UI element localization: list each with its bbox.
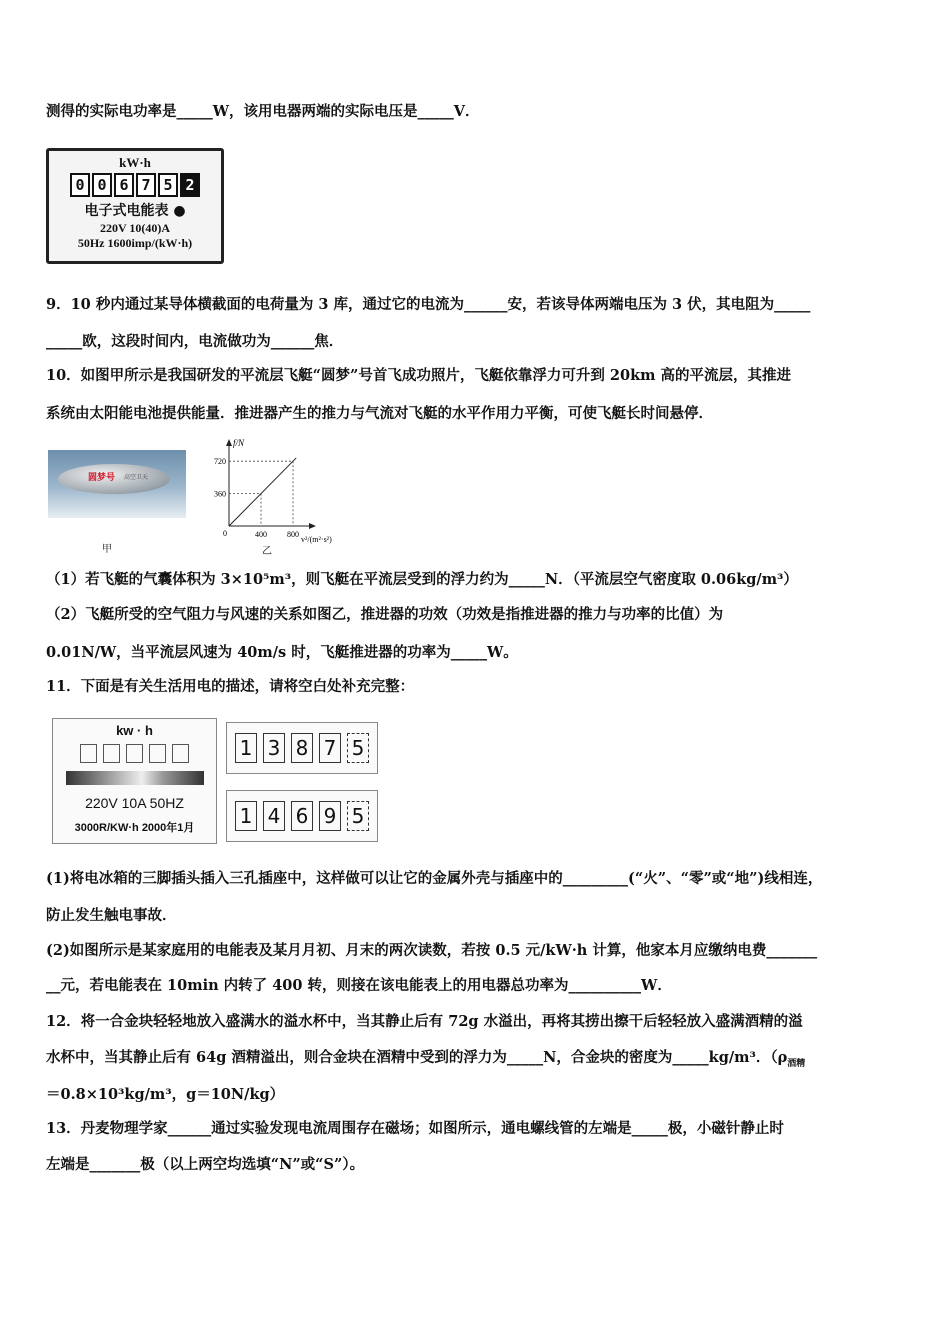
reading-digit: 4: [263, 801, 285, 831]
meter-digit: 5: [158, 173, 178, 197]
text-line: （2）飞艇所受的空气阻力与风速的关系如图乙，推进器的功效（功效是指推进器的推力与功率的比值）为: [46, 606, 724, 623]
text-line: （1）若飞艇的气囊体积为 3×10⁵m³，则飞艇在平流层受到的浮力约为_____N．（平流层空气密度取 0.06kg/m³）: [46, 571, 798, 588]
origin-label: 0: [223, 529, 227, 538]
meter-blank-digits: [53, 744, 216, 763]
reading-digit: 1: [235, 733, 257, 763]
text-line: [46, 1048, 805, 1074]
series-line: [229, 458, 296, 526]
x-tick-label: 400: [255, 530, 267, 539]
energy-meter-figure: [52, 718, 217, 844]
text-line: (1)将电冰箱的三脚插头插入三孔插座中，这样做可以让它的金属外壳与插座中的_________(“火”、“零”或“地”)线相连，: [46, 870, 823, 887]
meter-digit-decimal: 2: [180, 173, 200, 197]
meter-spec: 220V 10(40)A: [99, 221, 171, 235]
y-tick-label: 720: [214, 457, 226, 467]
reading-month-start: [226, 722, 378, 774]
meter-unit: kw · h: [116, 723, 153, 738]
reading-digit: 3: [263, 733, 285, 763]
text-line: __元，若电能表在 10min 内转了 400 转，则接在该电能表上的用电器总功率为__________W．: [46, 977, 672, 994]
reading-digit: 1: [235, 801, 257, 831]
blank-digit: [80, 744, 97, 763]
reading-digit: 6: [291, 801, 313, 831]
blank-digit: [149, 744, 166, 763]
text-line: 防止发生触电事故．: [46, 907, 177, 924]
text-span: 水杯中，当其静止后有 64g 酒精溢出，则合金块在酒精中受到的浮力为_____N，合金块的密度为_____kg/m³．（ρ: [46, 1049, 788, 1066]
text-line: ＝0.8×10³kg/m³，g＝10N/kg）: [46, 1086, 285, 1103]
meter-digit: 6: [114, 173, 134, 197]
y-axis-label: f/N: [233, 438, 245, 448]
text-line: 11．下面是有关生活用电的描述，请将空白处补充完整：: [46, 678, 415, 695]
x-axis-arrow: [309, 523, 316, 529]
electric-meter-figure: [46, 148, 224, 264]
meter-digit: 0: [70, 173, 90, 197]
blank-digit: [172, 744, 189, 763]
subscript: 酒精: [787, 1058, 806, 1069]
text-line: 10．如图甲所示是我国研发的平流层飞艇“圆梦”号首飞成功照片，飞艇依靠浮力可升到 20km 高的平流层，其推进: [46, 367, 792, 384]
meter-unit: kW·h: [119, 155, 151, 170]
text-line: 9．10 秒内通过某导体横截面的电荷量为 3 库，通过它的电流为______安，若该导体两端电压为 3 伏，其电阻为_____: [46, 296, 811, 313]
text-line: (2)如图所示是某家庭用的电能表及某月月初、月末的两次读数，若按 0.5 元/kW·h 计算，他家本月应缴纳电费_______: [46, 942, 818, 959]
reading-digit: 9: [319, 801, 341, 831]
meter-spec: 50Hz 1600imp/(kW·h): [77, 236, 193, 250]
y-tick-label: 360: [214, 489, 226, 499]
blank-digit: [103, 744, 120, 763]
reading-digit-decimal: 5: [347, 733, 369, 763]
text-line: 左端是_______极（以上两空均选填“N”或“S”）。: [46, 1156, 365, 1173]
reading-month-end: [226, 790, 378, 842]
text-line: 13．丹麦物理学家______通过实验发现电流周围存在磁场；如图所示，通电螺线管的左端是_____极，小磁针静止时: [46, 1120, 784, 1137]
caption-yi: 乙: [262, 546, 272, 557]
meter-spec: 3000R/KW·h 2000年1月: [74, 822, 195, 834]
airship-tag2: 高空卫天: [124, 474, 149, 481]
meter-disc: [66, 771, 204, 785]
force-speed-chart: [205, 436, 355, 556]
text-line: 系统由太阳能电池提供能量．推进器产生的推力与气流对飞艇的水平作用力平衡，可使飞艇长时间悬停．: [46, 405, 713, 422]
meter-name: 电子式电能表 ●: [84, 203, 186, 219]
x-tick-label: 800: [287, 530, 299, 539]
blank-digit: [126, 744, 143, 763]
text-line: _____欧，这段时间内，电流做功为______焦．: [46, 333, 344, 350]
caption-jia: 甲: [102, 544, 112, 555]
meter-digit: 7: [136, 173, 156, 197]
airship-photo: [48, 450, 186, 518]
meter-digit: 0: [92, 173, 112, 197]
text-line: 12．将一合金块轻轻地放入盛满水的溢水杯中，当其静止后有 72g 水溢出，再将其捞出擦干后轻轻放入盛满酒精的溢: [46, 1013, 803, 1030]
text-line: 0.01N/W，当平流层风速为 40m/s 时，飞艇推进器的功率为_____W。: [46, 644, 518, 661]
reading-digit: 8: [291, 733, 313, 763]
reading-digit: 7: [319, 733, 341, 763]
y-axis-arrow: [226, 439, 232, 446]
airship-tag: 圆梦号: [88, 473, 116, 483]
meter-spec: 220V 10A 50HZ: [85, 795, 184, 811]
meter-digits: [49, 173, 221, 197]
x-axis-label: v²/(m²·s²): [301, 535, 332, 544]
text-line: 测得的实际电功率是_____W，该用电器两端的实际电压是_____V．: [46, 103, 480, 120]
reading-digit-decimal: 5: [347, 801, 369, 831]
